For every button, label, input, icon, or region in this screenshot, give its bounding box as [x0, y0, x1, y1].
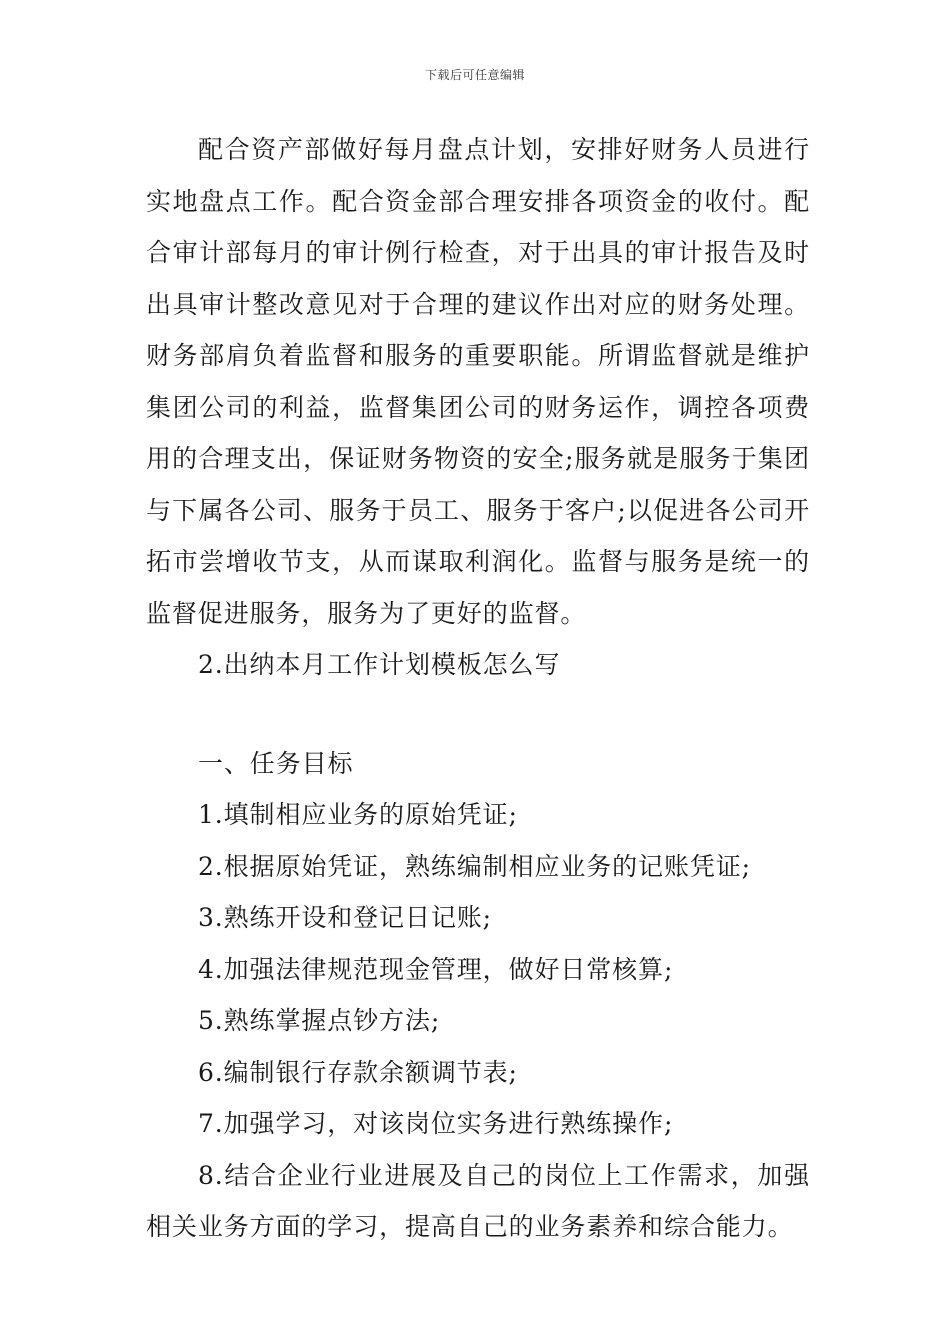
list-item: 3.熟练开设和登记日记账;	[198, 903, 492, 932]
list-item: 2.根据原始凭证，熟练编制相应业务的记账凭证;	[198, 851, 751, 881]
paragraph-finance-duties: 配合资产部做好每月盘点计划，安排好财务人员进行实地盘点工作。配合资金部合理安排各项资金的收付。配合审计部每月的审计例行检查，对于出具的审计报告及时出具审计整改意见对于合理的建议作出对应的财务处理。财务部肩负着监督和服务的重要职能。所谓监督就是维护集团公司的利益，监督集团公司的财务运作，调控各项费用的合理支出，保证财务物资的安全;服务就是服务于集团与下属各公司、服务于员工、服务于客户;以促进各公司开拓市尝增收节支，从而谋取利润化。监督与服务是统一的监督促进服务，服务为了更好的监督。	[146, 135, 810, 628]
section-title-task-goals: 一、任务目标	[198, 748, 354, 778]
list-item: 1.填制相应业务的原始凭证;	[198, 800, 518, 829]
section-heading-2: 2.出纳本月工作计划模板怎么写	[198, 650, 561, 679]
list-item: 8.结合企业行业进展及自己的岗位上工作需求，加强相关业务方面的学习，提高自己的业务素养和综合能力。	[146, 1160, 810, 1241]
list-item: 5.熟练掌握点钞方法;	[198, 1006, 441, 1035]
list-item: 7.加强学习，对该岗位实务进行熟练操作;	[198, 1109, 674, 1138]
blank-gap	[146, 691, 810, 738]
header-note: 下载后可任意编辑	[424, 68, 525, 82]
list-item: 4.加强法律规范现金管理，做好日常核算;	[198, 954, 674, 984]
document-body	[146, 124, 810, 1253]
list-item: 6.编制银行存款余额调节表;	[198, 1057, 518, 1087]
